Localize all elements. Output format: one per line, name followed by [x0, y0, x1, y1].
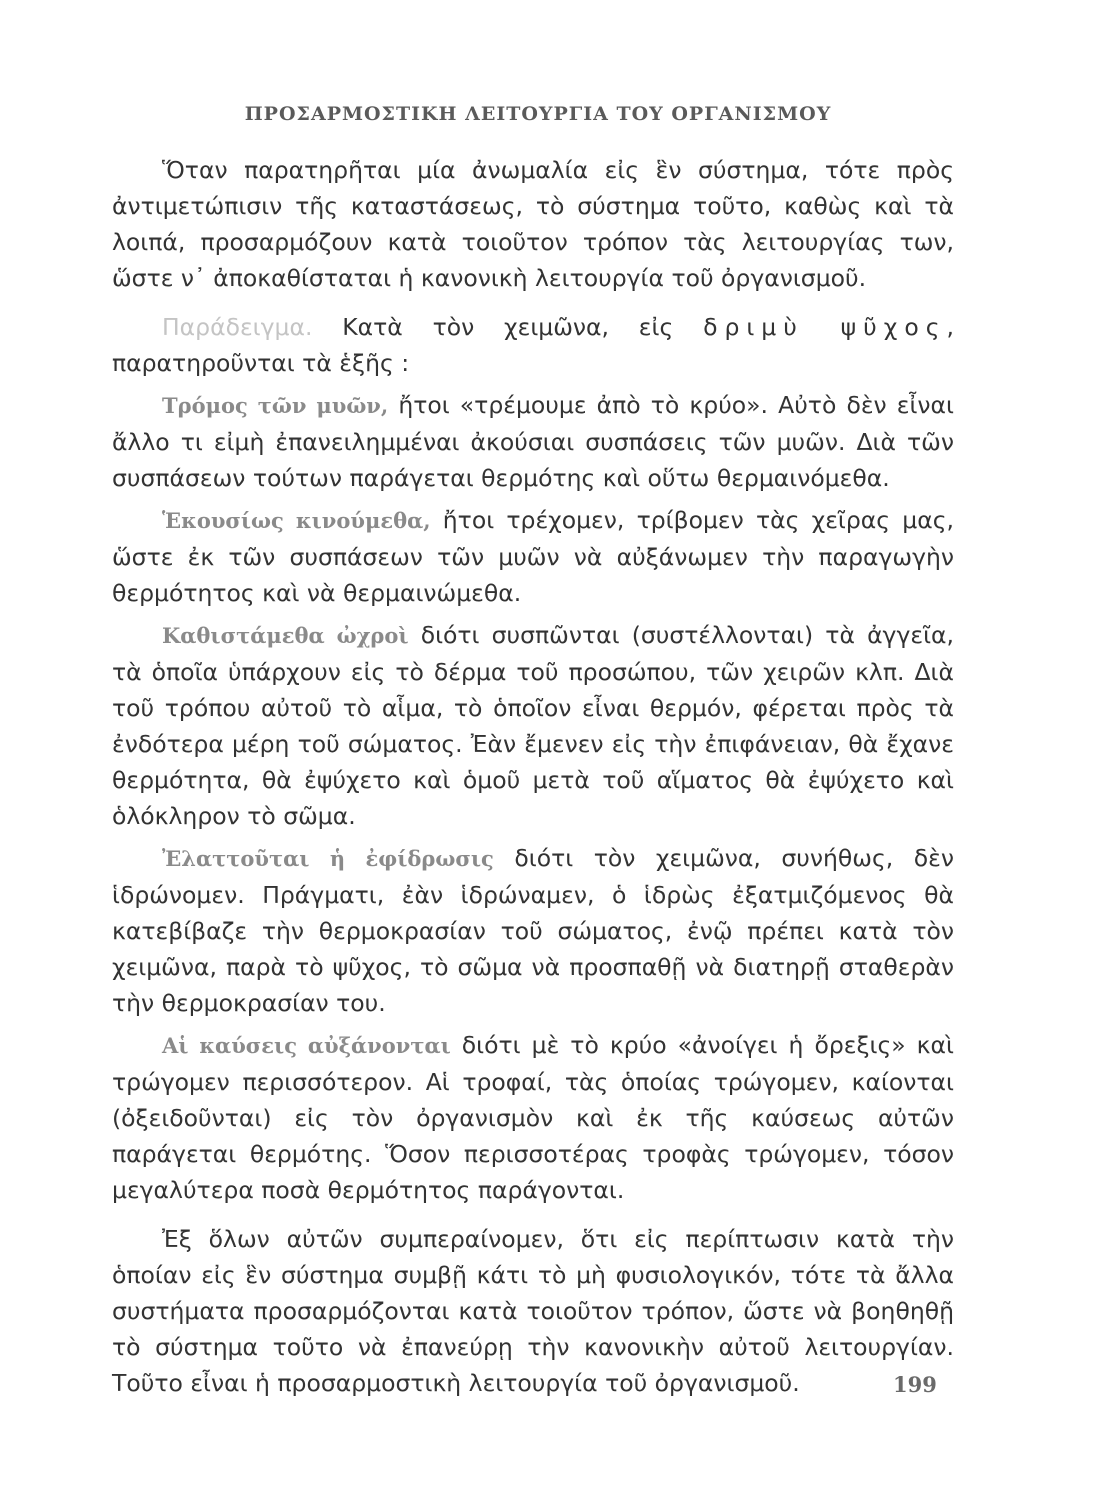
voluntary-movement-text: ἤτοι τρέχομεν, τρίβομεν τὰς χεῖρας μας, ὥστε ἐκ τῶν συσπάσεων τῶν μυῶν νὰ αὐξάνωμεν τὴν παραγωγὴν θερμότητος καὶ νὰ θερμαινώμεθα.: [112, 506, 954, 607]
pallor-text: διότι συσπῶνται (συστέλλονται) τὰ ἀγγεῖα, τὰ ὁποῖα ὑπάρχουν εἰς τὸ δέρμα τοῦ προσώπου, τῶν χειρῶν κλπ. Διὰ τοῦ τρόπου αὐτοῦ τὸ αἷμα, τὸ ὁποῖον εἶναι θερμόν, φέρεται πρὸς τὰ ἐνδότερα μέρη τοῦ σώματος. Ἐὰν ἔμενεν εἰς τὴν ἐπιφάνειαν, θὰ ἔχανε θερμότητα, θὰ ἐψύχετο καὶ ὁμοῦ μετὰ τοῦ αἵματος θὰ ἐψύχετο καὶ ὁλόκληρον τὸ σῶμα.: [112, 621, 954, 830]
muscle-tremor-text: ἤτοι «τρέμουμε ἀπὸ τὸ κρύο». Αὐτὸ δὲν εἶναι ἄλλο τι εἰμὴ ἐπανειλημμέναι ἀκούσιαι συσπάσεις τῶν μυῶν. Διὰ τῶν συσπάσεων τούτων παράγεται θερμότης καὶ οὕτω θερμαινόμεθα.: [112, 391, 954, 492]
sweating-text: διότι τὸν χειμῶνα, συνήθως, δὲν ἱδρώνομεν. Πράγματι, ἐὰν ἱδρώναμεν, ὁ ἱδρὼς ἐξατμιζόμενος θὰ κατεβίβαζε τὴν θερμοκρασίαν τοῦ σώματος, ἐνῷ πρέπει κατὰ τὸν χειμῶνα, παρὰ τὸ ψῦχος, τὸ σῶμα νὰ προσπαθῇ νὰ διατηρῇ σταθερὰν τὴν θερμοκρασίαν του.: [112, 844, 954, 1017]
example-text-a: Κατὰ τὸν χειμῶνα, εἰς: [312, 313, 704, 341]
page-number: 199: [893, 1372, 937, 1397]
page-body: [112, 152, 954, 1401]
paragraph-sweating: [112, 840, 954, 1021]
example-heading: Παράδειγμα.: [162, 313, 313, 341]
paragraph-voluntary-movement: [112, 502, 954, 611]
paragraph-intro: [112, 152, 954, 296]
paragraph-muscle-tremor: [112, 387, 954, 496]
example-spaced-phrase: δριμὺ ψῦχος: [703, 313, 947, 341]
sweating-heading: Ἐλαττοῦται ἡ ἐφίδρωσις: [162, 846, 494, 871]
paragraph-pallor: [112, 617, 954, 834]
pallor-heading: Καθιστάμεθα ὠχροὶ: [162, 623, 409, 648]
conclusion-text: Ἐξ ὅλων αὐτῶν συμπεραίνομεν, ὅτι εἰς περίπτωσιν κατὰ τὴν ὁποίαν εἰς ἓν σύστημα συμβῇ κάτι τὸ μὴ φυσιολογικόν, τότε τὰ ἄλλα συστήματα προσαρμόζονται κατὰ τοιοῦτον τρόπον, ὥστε νὰ βοηθηθῇ τὸ σύστημα τοῦτο νὰ ἐπανεύρῃ τὴν κανονικὴν αὐτοῦ λειτουργίαν. Τοῦτο εἶναι ἡ προσαρμοστικὴ λειτουργία τοῦ ὀργανισμοῦ.: [112, 1225, 954, 1397]
example-text-b: , παρατηροῦνται τὰ ἑξῆς :: [112, 313, 954, 377]
combustion-heading: Αἱ καύσεις αὐξάνονται: [162, 1033, 451, 1058]
combustion-text: διότι μὲ τὸ κρύο «ἀνοίγει ἡ ὄρεξις» καὶ τρώγομεν περισσότερον. Αἱ τροφαί, τὰς ὁποίας τρώγομεν, καίονται (ὀξειδοῦνται) εἰς τὸν ὀργανισμὸν καὶ ἐκ τῆς καύσεως αὐτῶν παράγεται θερμότης. Ὅσον περισσοτέρας τροφὰς τρώγομεν, τόσον μεγαλύτερα ποσὰ θερμότητος παράγονται.: [112, 1031, 954, 1204]
voluntary-movement-heading: Ἑκουσίως κινούμεθα,: [162, 508, 431, 533]
paragraph-example: [112, 309, 954, 381]
paragraph-combustion: [112, 1027, 954, 1208]
muscle-tremor-heading: Τρόμος τῶν μυῶν,: [162, 393, 389, 418]
paragraph-intro-text: Ὅταν παρατηρῆται μία ἀνωμαλία εἰς ἓν σύστημα, τότε πρὸς ἀντιμετώπισιν τῆς καταστάσεως, τὸ σύστημα τοῦτο, καθὼς καὶ τὰ λοιπά, προσαρμόζουν κατὰ τοιοῦτον τρόπον τὰς λειτουργίας των, ὥστε ν᾽ ἀποκαθίσταται ἡ κανονικὴ λειτουργία τοῦ ὀργανισμοῦ.: [112, 156, 954, 292]
running-head: ΠΡΟΣΑΡΜΟΣΤΙΚΗ ΛΕΙΤΟΥΡΓΙΑ ΤΟΥ ΟΡΓΑΝΙΣΜΟΥ: [244, 103, 832, 125]
paragraph-conclusion: [112, 1221, 954, 1401]
